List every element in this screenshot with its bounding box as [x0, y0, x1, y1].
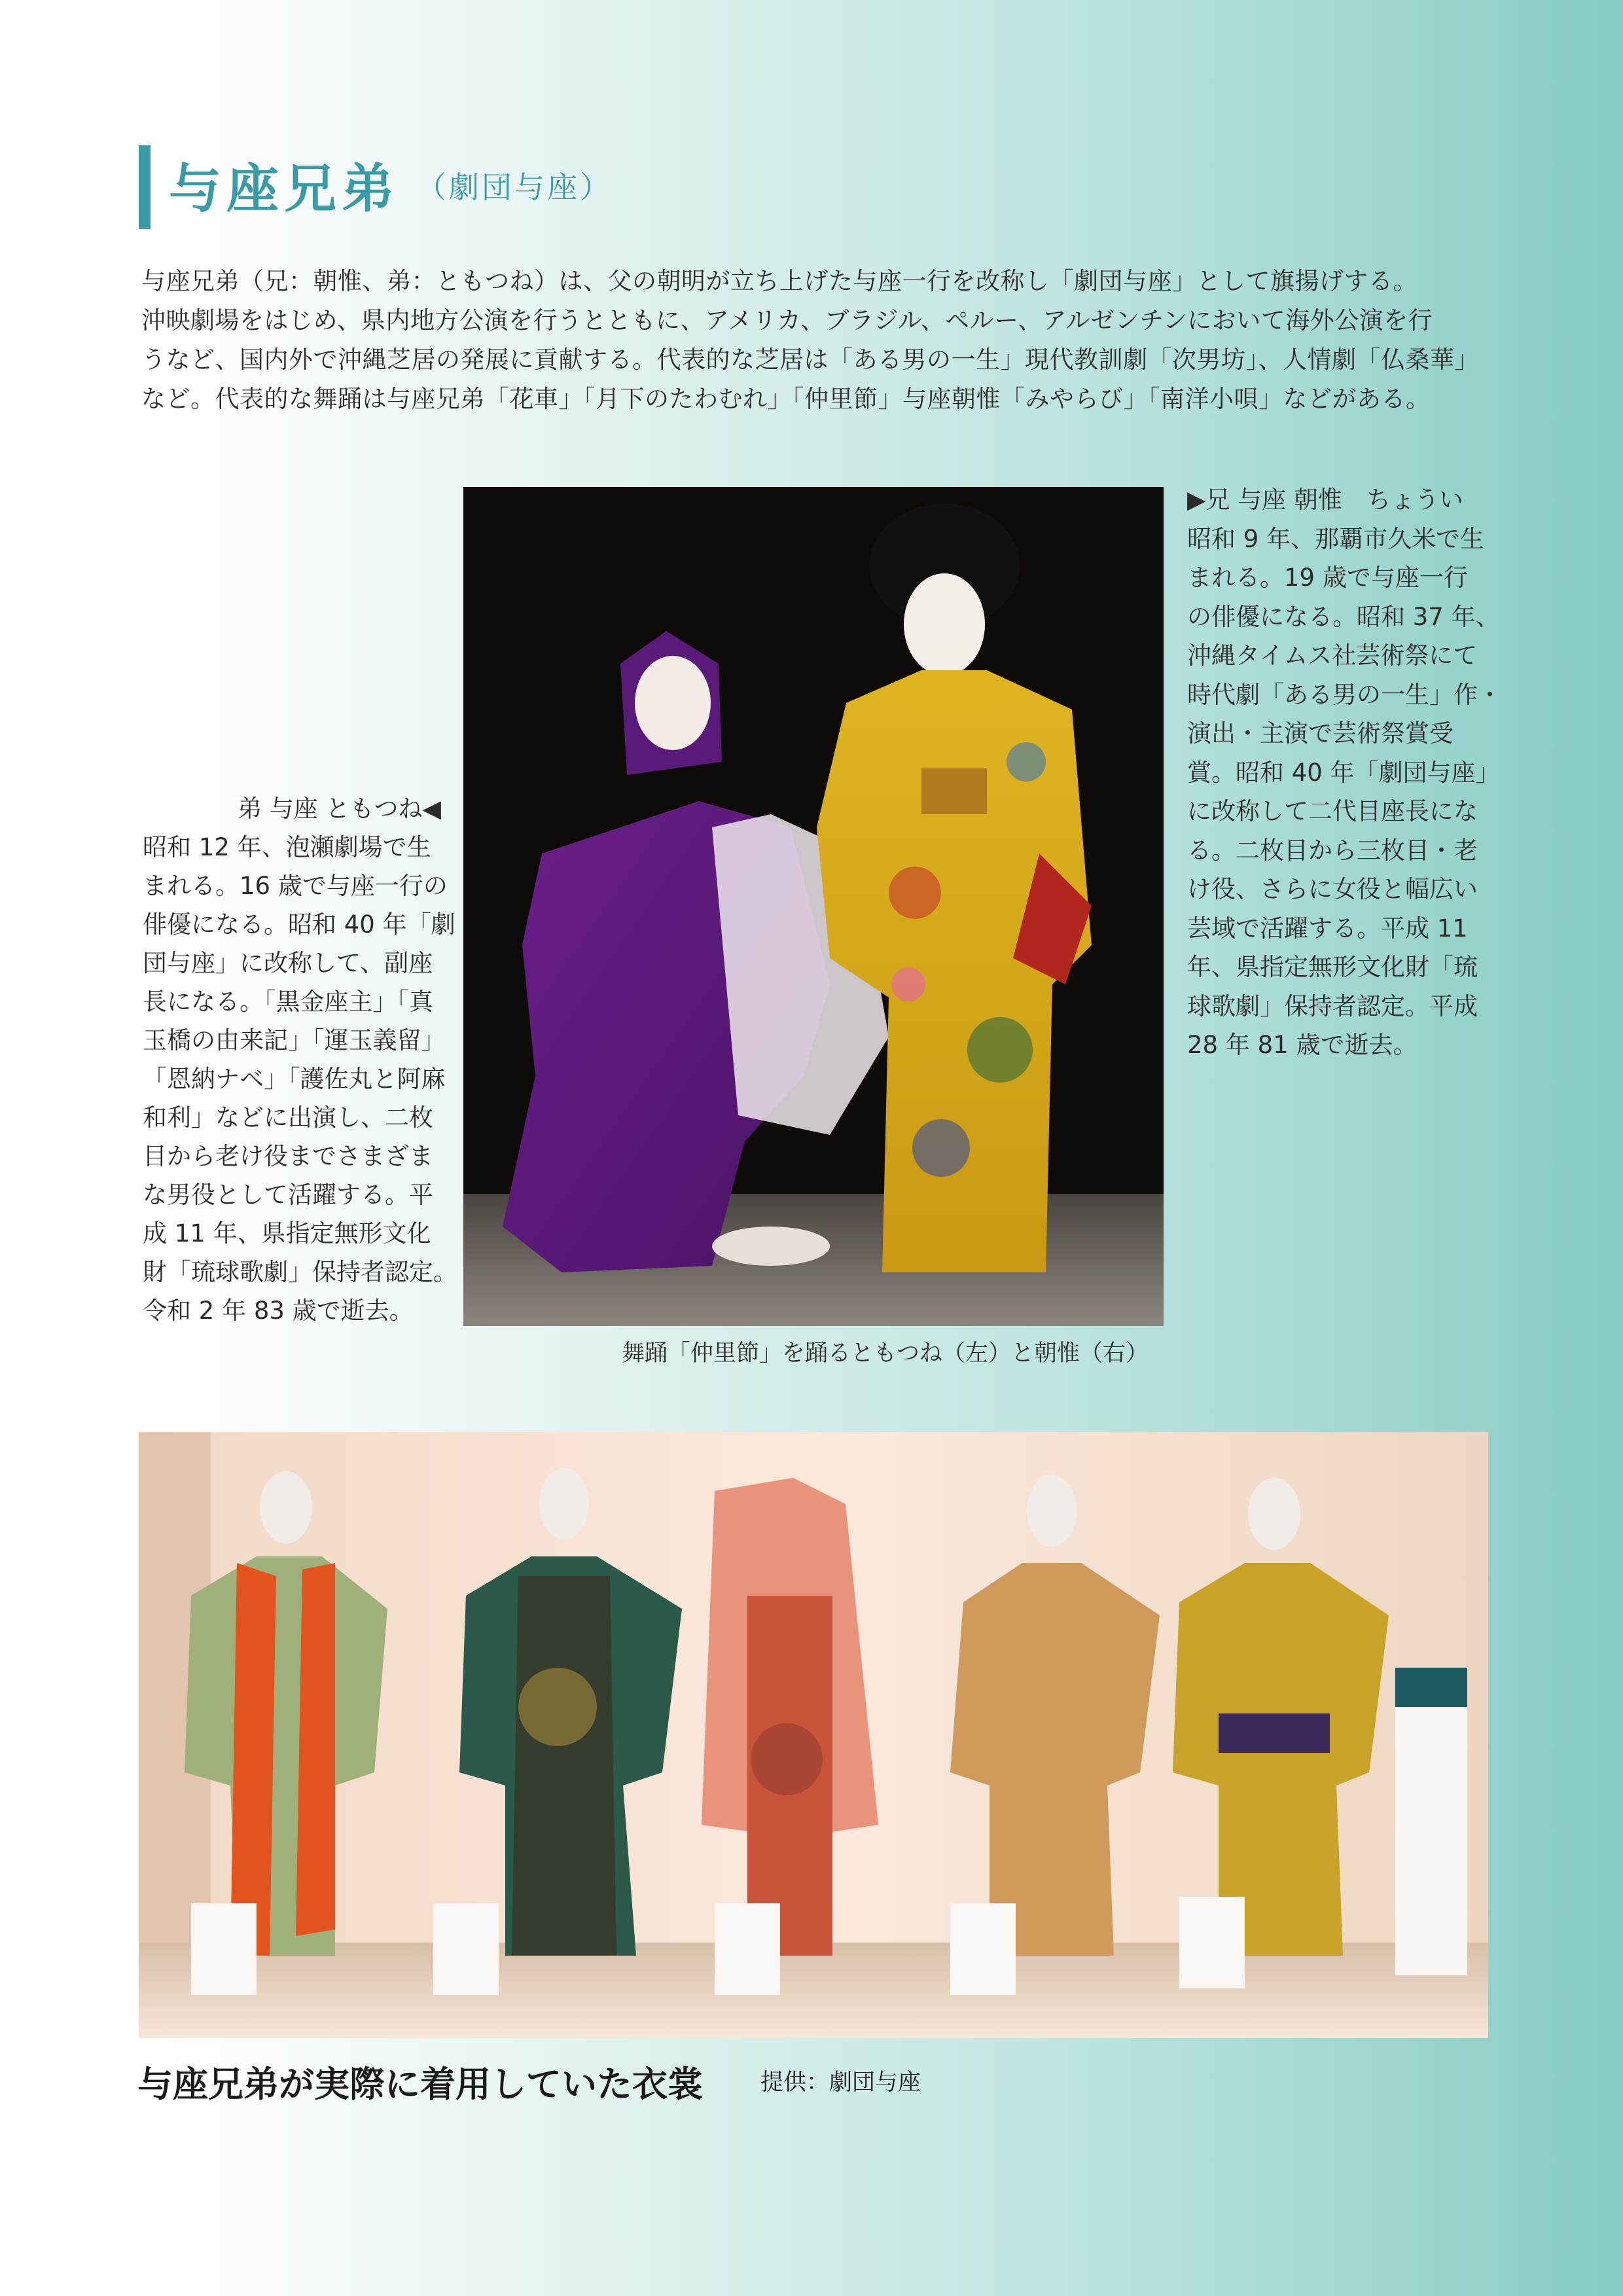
bio-line: の俳優になる。昭和 37 年、	[1187, 602, 1500, 631]
page-subtitle: （劇団与座）	[416, 170, 613, 205]
costume-display-photo	[139, 1432, 1488, 2038]
elder-brother-heading: ▶兄 与座 朝惟 ちょうい	[1187, 486, 1463, 514]
bio-line: 沖縄タイムス社芸術祭にて	[1187, 641, 1478, 670]
bio-line: まれる。19 歳で与座一行	[1187, 564, 1468, 592]
intro-line: など。代表的な舞踊は与座兄弟「花車」「月下のたわむれ」「仲里節」与座朝惟「みやらび」「南洋小唄」などがある。	[141, 385, 1431, 413]
costume-caption: 与座兄弟が実際に着用していた衣裳	[137, 2064, 703, 2105]
bio-line: る。二枚目から三枚目・老	[1187, 836, 1478, 865]
bio-line: 長になる。「黒金座主」「真	[143, 988, 433, 1016]
bio-line: 時代劇「ある男の一生」作・	[1187, 680, 1502, 709]
bio-line: 演出・主演で芸術祭賞受	[1187, 719, 1454, 747]
photo-credit: 提供：劇団与座	[760, 2070, 921, 2096]
bio-line: 球歌劇」保持者認定。平成	[1187, 992, 1478, 1020]
bio-line: 俳優になる。昭和 40 年「劇	[143, 910, 455, 939]
bio-line: 芸域で活躍する。平成 11	[1187, 914, 1468, 942]
bio-line: 和利」などに出演し、二枚	[143, 1103, 433, 1132]
bio-line: 団与座」に改称して、副座	[143, 949, 433, 977]
bio-line: 玉橋の由来記」「運玉義留」	[143, 1026, 446, 1054]
bio-line: 「恩納ナベ」「護佐丸と阿麻	[143, 1065, 446, 1093]
bio-line: な男役として活躍する。平	[143, 1181, 433, 1209]
bio-line: に改称して二代目座長にな	[1187, 797, 1478, 825]
dance-photo	[463, 487, 1164, 1326]
bio-line: 成 11 年、県指定無形文化	[143, 1219, 431, 1247]
bio-line: まれる。16 歳で与座一行の	[143, 872, 448, 900]
younger-brother-heading: 弟 与座 ともつね◀	[238, 795, 441, 823]
dance-photo-caption: 舞踊「仲里節」を踊るともつね（左）と朝惟（右）	[622, 1340, 1149, 1367]
intro-line: 与座兄弟（兄：朝惟、弟：ともつね）は、父の朝明が立ち上げた与座一行を改称し「劇団与座」として旗揚げする。	[141, 267, 1418, 295]
intro-line: 沖映劇場をはじめ、県内地方公演を行うとともに、アメリカ、ブラジル、ペルー、アルゼンチンにおいて海外公演を行	[141, 306, 1433, 334]
title-accent-bar	[139, 145, 151, 229]
bio-line: 昭和 12 年、泡瀬劇場で生	[143, 833, 431, 861]
page-title: 与座兄弟	[169, 158, 399, 219]
bio-line: け役、さらに女役と幅広い	[1187, 875, 1478, 903]
intro-line: うなど、国内外で沖縄芝居の発展に貢献する。代表的な芝居は「ある男の一生」現代教訓劇「次男坊」、人情劇「仏桑華」	[141, 346, 1479, 374]
bio-line: 昭和 9 年、那覇市久米で生	[1187, 524, 1485, 553]
elder-brother-bio	[1187, 480, 1502, 1065]
bio-line: 目から老け役までさまざま	[143, 1142, 433, 1170]
bio-line: 財「琉球歌劇」保持者認定。	[143, 1258, 457, 1286]
bio-line: 賞。昭和 40 年「劇団与座」	[1187, 758, 1500, 787]
intro-paragraph	[141, 262, 1489, 419]
bio-line: 年、県指定無形文化財「琉	[1187, 953, 1478, 981]
younger-brother-bio	[143, 789, 457, 1330]
bio-line: 令和 2 年 83 歳で逝去。	[143, 1297, 414, 1325]
bio-line: 28 年 81 歳で逝去。	[1187, 1031, 1418, 1059]
